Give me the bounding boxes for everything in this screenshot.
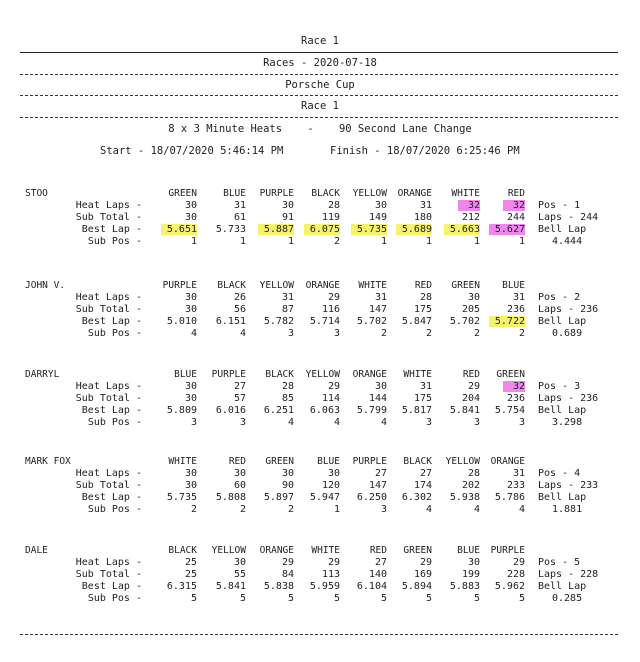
- result-cell: 6.302: [401, 492, 432, 503]
- result-cell: 4: [239, 328, 246, 339]
- result-cell: 1: [518, 236, 525, 247]
- driver-name: DARRYL: [25, 369, 60, 380]
- result-cell: 1: [239, 236, 246, 247]
- driver-name: MARK FOX: [25, 456, 71, 467]
- result-cell: 31: [233, 200, 246, 211]
- result-cell: 30: [327, 468, 340, 479]
- result-cell: 30: [184, 292, 197, 303]
- result-cell: 119: [321, 212, 340, 223]
- result-cell: 4: [518, 504, 525, 515]
- finish-time: Finish - 18/07/2020 6:25:46 PM: [330, 145, 520, 157]
- lane-header: BLUE: [457, 545, 480, 556]
- bell-lap-value: 3.298: [552, 417, 583, 428]
- position-text: Pos - 4: [538, 468, 581, 479]
- bell-lap-label: Bell Lap: [538, 581, 587, 592]
- lane-header: BLACK: [265, 369, 294, 380]
- result-cell: 5: [190, 593, 197, 604]
- result-cell: 3: [190, 417, 197, 428]
- start-time: Start - 18/07/2020 5:46:14 PM: [100, 145, 284, 157]
- result-cell: 30: [184, 381, 197, 392]
- result-cell: 29: [327, 381, 340, 392]
- row-label: Heat Laps -: [75, 292, 142, 303]
- row-label: Heat Laps -: [75, 200, 142, 211]
- result-cell: 5: [473, 593, 480, 604]
- result-cell: 85: [281, 393, 294, 404]
- lane-header: YELLOW: [259, 280, 294, 291]
- result-cell: 26: [233, 292, 246, 303]
- result-cell: 5.782: [263, 316, 294, 327]
- lane-header: GREEN: [265, 456, 294, 467]
- result-cell: 30: [184, 393, 197, 404]
- result-cell: 5.714: [309, 316, 340, 327]
- result-cell: 5.722: [489, 316, 525, 327]
- lane-header: WHITE: [311, 545, 340, 556]
- total-laps-text: Laps - 228: [538, 569, 599, 580]
- result-cell: 212: [461, 212, 480, 223]
- position-text: Pos - 1: [538, 200, 581, 211]
- result-cell: 5.938: [449, 492, 480, 503]
- result-cell: 3: [333, 328, 340, 339]
- result-cell: 1: [333, 504, 340, 515]
- driver-name: JOHN V.: [25, 280, 66, 291]
- result-cell: 5.754: [494, 405, 525, 416]
- result-cell: 244: [506, 212, 525, 223]
- result-cell: 27: [374, 468, 387, 479]
- races-date: Races - 2020-07-18: [263, 57, 377, 69]
- result-cell: 3: [380, 504, 387, 515]
- result-cell: 5.838: [263, 581, 294, 592]
- row-label: Sub Total -: [75, 480, 142, 491]
- lane-header: PURPLE: [259, 188, 294, 199]
- lane-header: YELLOW: [305, 369, 340, 380]
- result-cell: 4: [473, 504, 480, 515]
- result-cell: 5.786: [494, 492, 525, 503]
- lane-header: GREEN: [496, 369, 525, 380]
- result-cell: 169: [413, 569, 432, 580]
- bell-lap-label: Bell Lap: [538, 224, 587, 235]
- result-cell: 3: [518, 417, 525, 428]
- result-cell: 6.315: [166, 581, 197, 592]
- row-label: Sub Total -: [75, 569, 142, 580]
- driver-block: [0, 545, 640, 655]
- bell-lap-value: 0.285: [552, 593, 583, 604]
- result-cell: 236: [506, 393, 525, 404]
- result-cell: 114: [321, 393, 340, 404]
- result-cell: 5.627: [489, 224, 525, 235]
- lane-header: ORANGE: [305, 280, 340, 291]
- row-label: Sub Pos -: [87, 328, 142, 339]
- result-cell: 2: [287, 504, 294, 515]
- result-cell: 140: [368, 569, 387, 580]
- result-cell: 120: [321, 480, 340, 491]
- position-text: Pos - 2: [538, 292, 581, 303]
- result-cell: 6.104: [356, 581, 387, 592]
- lane-header: BLUE: [174, 369, 197, 380]
- result-cell: 28: [467, 468, 480, 479]
- row-label: Best Lap -: [81, 492, 142, 503]
- result-cell: 61: [233, 212, 246, 223]
- result-cell: 6.151: [215, 316, 246, 327]
- lane-header: YELLOW: [445, 456, 480, 467]
- result-cell: 1: [380, 236, 387, 247]
- result-cell: 29: [327, 557, 340, 568]
- lane-header: BLACK: [311, 188, 340, 199]
- total-laps-text: Laps - 233: [538, 480, 599, 491]
- result-cell: 5.887: [258, 224, 294, 235]
- result-cell: 27: [233, 381, 246, 392]
- result-cell: 29: [327, 292, 340, 303]
- lane-header: BLUE: [223, 188, 246, 199]
- driver-name: DALE: [25, 545, 48, 556]
- result-cell: 1: [473, 236, 480, 247]
- row-label: Best Lap -: [81, 224, 142, 235]
- row-label: Best Lap -: [81, 316, 142, 327]
- result-cell: 29: [512, 557, 525, 568]
- total-laps-text: Laps - 236: [538, 304, 599, 315]
- row-label: Sub Total -: [75, 304, 142, 315]
- result-cell: 56: [233, 304, 246, 315]
- result-cell: 29: [467, 381, 480, 392]
- result-cell: 180: [413, 212, 432, 223]
- lane-header: GREEN: [168, 188, 197, 199]
- lane-header: ORANGE: [397, 188, 432, 199]
- result-cell: 204: [461, 393, 480, 404]
- result-cell: 5.735: [351, 224, 387, 235]
- divider: [20, 74, 618, 75]
- result-cell: 6.016: [215, 405, 246, 416]
- result-cell: 149: [368, 212, 387, 223]
- bell-lap-label: Bell Lap: [538, 405, 587, 416]
- result-cell: 30: [374, 381, 387, 392]
- row-label: Sub Pos -: [87, 504, 142, 515]
- result-cell: 25: [184, 557, 197, 568]
- lane-header: GREEN: [403, 545, 432, 556]
- divider: [20, 52, 618, 53]
- result-cell: 5.735: [166, 492, 197, 503]
- result-cell: 31: [512, 468, 525, 479]
- result-cell: 6.063: [309, 405, 340, 416]
- row-label: Sub Pos -: [87, 593, 142, 604]
- result-cell: 1: [190, 236, 197, 247]
- result-cell: 30: [281, 468, 294, 479]
- result-cell: 84: [281, 569, 294, 580]
- result-cell: 2: [473, 328, 480, 339]
- lane-header: WHITE: [403, 369, 432, 380]
- result-cell: 2: [380, 328, 387, 339]
- row-label: Sub Total -: [75, 393, 142, 404]
- result-cell: 1: [287, 236, 294, 247]
- divider: [20, 634, 618, 635]
- report-title: Race 1: [301, 35, 339, 47]
- result-cell: 31: [281, 292, 294, 303]
- result-cell: 5.663: [444, 224, 480, 235]
- result-cell: 31: [419, 381, 432, 392]
- lane-header: BLACK: [168, 545, 197, 556]
- result-cell: 5.841: [449, 405, 480, 416]
- result-cell: 113: [321, 569, 340, 580]
- divider: [20, 95, 618, 96]
- result-cell: 144: [368, 393, 387, 404]
- result-cell: 29: [419, 557, 432, 568]
- result-cell: 5.841: [215, 581, 246, 592]
- result-cell: 32: [503, 200, 525, 211]
- result-cell: 5.883: [449, 581, 480, 592]
- result-cell: 25: [184, 569, 197, 580]
- lane-header: WHITE: [168, 456, 197, 467]
- heat-format: 8 x 3 Minute Heats - 90 Second Lane Change: [168, 123, 472, 135]
- result-cell: 5.689: [396, 224, 432, 235]
- result-cell: 3: [473, 417, 480, 428]
- divider: [20, 117, 618, 118]
- result-cell: 233: [506, 480, 525, 491]
- result-cell: 5.947: [309, 492, 340, 503]
- result-cell: 5.799: [356, 405, 387, 416]
- lane-header: ORANGE: [490, 456, 525, 467]
- result-cell: 30: [374, 200, 387, 211]
- result-cell: 5.894: [401, 581, 432, 592]
- lane-header: GREEN: [451, 280, 480, 291]
- race-name: Race 1: [301, 100, 339, 112]
- result-cell: 30: [184, 468, 197, 479]
- result-cell: 1: [425, 236, 432, 247]
- result-cell: 199: [461, 569, 480, 580]
- result-cell: 5.897: [263, 492, 294, 503]
- row-label: Heat Laps -: [75, 557, 142, 568]
- result-cell: 55: [233, 569, 246, 580]
- total-laps-text: Laps - 244: [538, 212, 599, 223]
- result-cell: 30: [184, 200, 197, 211]
- lane-header: PURPLE: [490, 545, 525, 556]
- result-cell: 87: [281, 304, 294, 315]
- result-cell: 147: [368, 480, 387, 491]
- result-cell: 2: [425, 328, 432, 339]
- lane-header: PURPLE: [211, 369, 246, 380]
- result-cell: 5.962: [494, 581, 525, 592]
- result-cell: 30: [184, 212, 197, 223]
- result-cell: 31: [419, 200, 432, 211]
- result-cell: 5.808: [215, 492, 246, 503]
- result-cell: 4: [287, 417, 294, 428]
- result-cell: 174: [413, 480, 432, 491]
- result-cell: 3: [425, 417, 432, 428]
- result-cell: 28: [419, 292, 432, 303]
- row-label: Sub Total -: [75, 212, 142, 223]
- row-label: Best Lap -: [81, 405, 142, 416]
- result-cell: 5.809: [166, 405, 197, 416]
- result-cell: 27: [419, 468, 432, 479]
- lane-header: YELLOW: [352, 188, 387, 199]
- result-cell: 31: [374, 292, 387, 303]
- position-text: Pos - 5: [538, 557, 581, 568]
- bell-lap-label: Bell Lap: [538, 492, 587, 503]
- cup-name: Porsche Cup: [285, 79, 355, 91]
- bell-lap-value: 0.689: [552, 328, 583, 339]
- result-cell: 4: [190, 328, 197, 339]
- result-cell: 5.010: [166, 316, 197, 327]
- row-label: Sub Pos -: [87, 417, 142, 428]
- total-laps-text: Laps - 236: [538, 393, 599, 404]
- result-cell: 5.702: [449, 316, 480, 327]
- result-cell: 4: [425, 504, 432, 515]
- result-cell: 236: [506, 304, 525, 315]
- result-cell: 6.251: [263, 405, 294, 416]
- lane-header: RED: [414, 280, 432, 291]
- result-cell: 30: [233, 557, 246, 568]
- lane-header: YELLOW: [211, 545, 246, 556]
- lane-header: ORANGE: [259, 545, 294, 556]
- lane-header: PURPLE: [352, 456, 387, 467]
- driver-name: STOO: [25, 188, 48, 199]
- row-label: Heat Laps -: [75, 468, 142, 479]
- lane-header: RED: [507, 188, 525, 199]
- lane-header: BLUE: [502, 280, 525, 291]
- result-cell: 32: [503, 381, 525, 392]
- result-cell: 30: [281, 200, 294, 211]
- result-cell: 30: [467, 557, 480, 568]
- result-cell: 29: [281, 557, 294, 568]
- result-cell: 30: [184, 480, 197, 491]
- result-cell: 60: [233, 480, 246, 491]
- row-label: Best Lap -: [81, 581, 142, 592]
- result-cell: 27: [374, 557, 387, 568]
- result-cell: 6.075: [304, 224, 340, 235]
- result-cell: 5.733: [215, 224, 246, 235]
- lane-header: PURPLE: [162, 280, 197, 291]
- result-cell: 5.817: [401, 405, 432, 416]
- result-cell: 4: [380, 417, 387, 428]
- lane-header: BLACK: [403, 456, 432, 467]
- result-cell: 2: [518, 328, 525, 339]
- result-cell: 175: [413, 393, 432, 404]
- result-cell: 91: [281, 212, 294, 223]
- lane-header: BLACK: [217, 280, 246, 291]
- result-cell: 32: [458, 200, 480, 211]
- result-cell: 28: [281, 381, 294, 392]
- lane-header: WHITE: [451, 188, 480, 199]
- lane-header: BLUE: [317, 456, 340, 467]
- lane-header: RED: [228, 456, 246, 467]
- result-cell: 5: [518, 593, 525, 604]
- bell-lap-value: 4.444: [552, 236, 583, 247]
- result-cell: 202: [461, 480, 480, 491]
- result-cell: 3: [239, 417, 246, 428]
- result-cell: 147: [368, 304, 387, 315]
- result-cell: 5: [380, 593, 387, 604]
- result-cell: 5: [239, 593, 246, 604]
- result-cell: 205: [461, 304, 480, 315]
- result-cell: 2: [239, 504, 246, 515]
- bell-lap-label: Bell Lap: [538, 316, 587, 327]
- lane-header: ORANGE: [352, 369, 387, 380]
- result-cell: 5: [333, 593, 340, 604]
- result-cell: 2: [190, 504, 197, 515]
- result-cell: 5: [287, 593, 294, 604]
- result-cell: 30: [233, 468, 246, 479]
- bell-lap-value: 1.881: [552, 504, 583, 515]
- result-cell: 28: [327, 200, 340, 211]
- result-cell: 5.702: [356, 316, 387, 327]
- row-label: Sub Pos -: [87, 236, 142, 247]
- lane-header: RED: [462, 369, 480, 380]
- result-cell: 57: [233, 393, 246, 404]
- result-cell: 6.250: [356, 492, 387, 503]
- result-cell: 31: [512, 292, 525, 303]
- result-cell: 30: [467, 292, 480, 303]
- result-cell: 3: [287, 328, 294, 339]
- result-cell: 5: [425, 593, 432, 604]
- row-label: Heat Laps -: [75, 381, 142, 392]
- result-cell: 5.651: [161, 224, 197, 235]
- result-cell: 116: [321, 304, 340, 315]
- result-cell: 228: [506, 569, 525, 580]
- result-cell: 5.959: [309, 581, 340, 592]
- lane-header: WHITE: [358, 280, 387, 291]
- result-cell: 4: [333, 417, 340, 428]
- result-cell: 5.847: [401, 316, 432, 327]
- result-cell: 90: [281, 480, 294, 491]
- result-cell: 175: [413, 304, 432, 315]
- position-text: Pos - 3: [538, 381, 581, 392]
- result-cell: 2: [333, 236, 340, 247]
- lane-header: RED: [369, 545, 387, 556]
- result-cell: 30: [184, 304, 197, 315]
